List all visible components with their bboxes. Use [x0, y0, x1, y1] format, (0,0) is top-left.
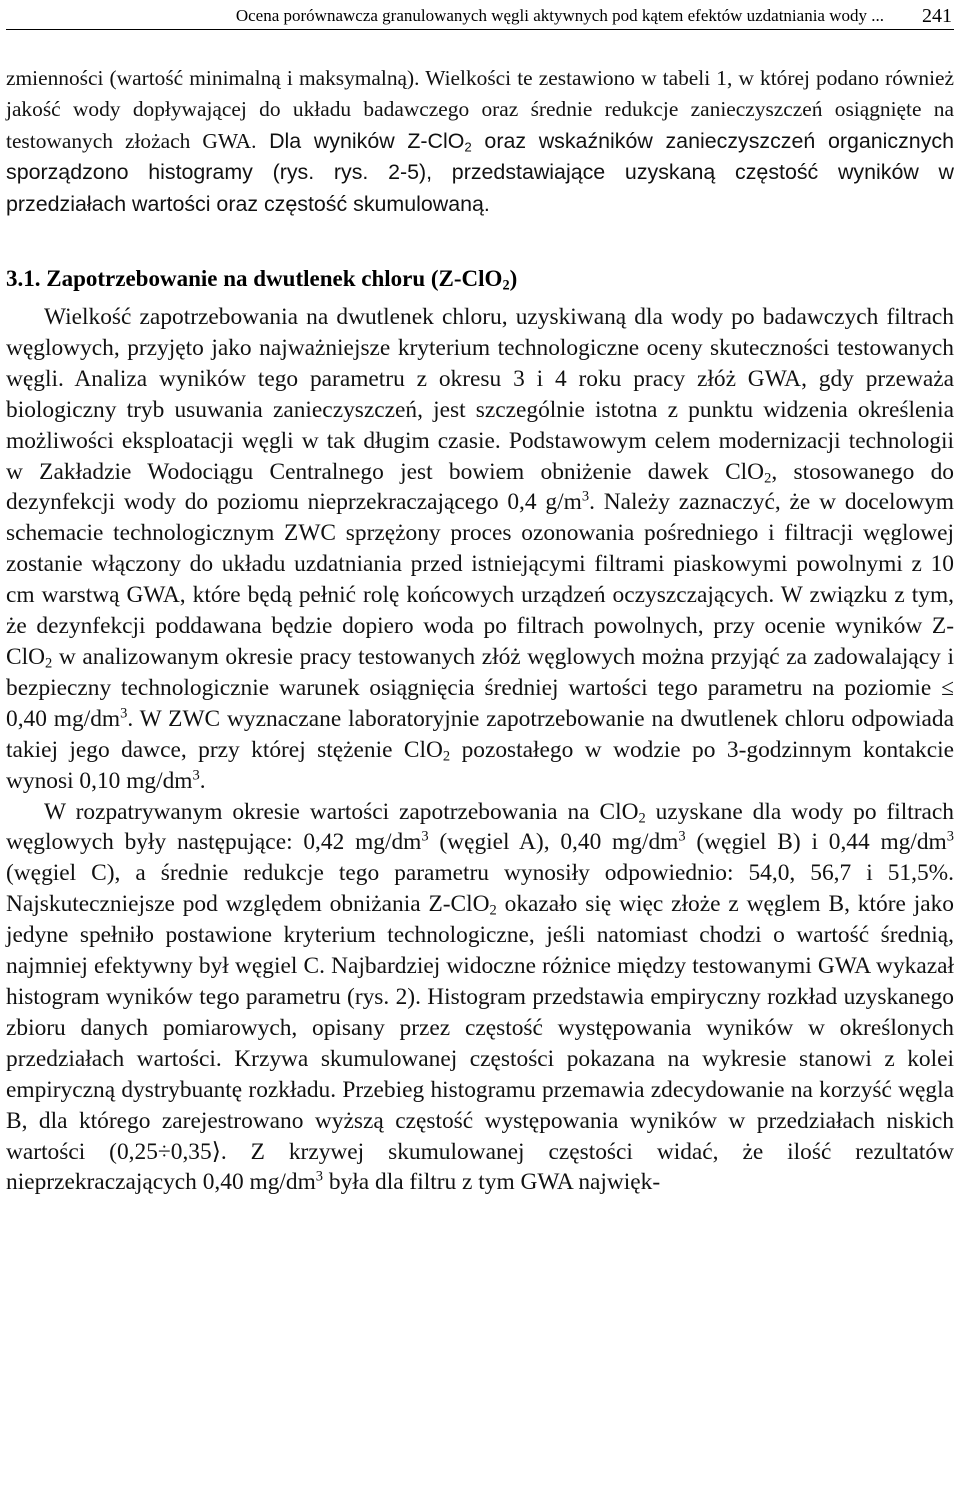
superscript: 3 [678, 828, 686, 845]
text-run: . W ZWC wyznaczane laboratoryjnie zapotrzebowanie na dwutlenek chloru odpowiada takiej jego dawce, przy której stężenie ClO [6, 705, 955, 763]
intro-text-serif: zmienności (wartość minimalną i maksymalną). Wielkości te zestawiono w tabeli 1, w której podano również jakość wody dopływającej do układu badawczego oraz średnie redukcje zanieczyszczeń osiągnięte na testowanych złożach [6, 66, 954, 153]
superscript: 3 [120, 705, 128, 722]
subscript: 2 [464, 139, 472, 155]
text-run: (węgiel A), 0,40 mg/dm [428, 829, 679, 856]
text-run: W rozpatrywanym okresie wartości zapotrzebowania na ClO [44, 798, 639, 825]
superscript: 3 [946, 828, 955, 845]
intro-paragraph [6, 63, 954, 220]
text-run: okazało się więc złoże z węglem B, które jako jedyne spełniło postawione kryterium technologiczne, jeśli natomiast chodzi o wartość średnią, najmniej efektywny był węgiel C. Najbardziej widoczne różnice między testowanymi GWA wykazał histogram wyników tego parametru (rys. 2). Histogram przedstawia empiryczny rozkład uzyskanego zbioru danych pomiarowych, opisany przez częstość występowania wyników w określonych przedziałach wartości. Krzywa skumulowanej częstości pokazana na wykresie stanowi z kolei empiryczną dystrybuantę rozkładu. Przebieg histogramu przemawia zdecydowanie na korzyść węgla B, dla którego zarejestrowano wyższą częstość występowania wyników w przedziałach niskich wartości (0,25 [6, 891, 954, 1165]
text-run: 0,40 mg/dm [6, 705, 121, 732]
text-run: . [199, 767, 206, 794]
text-run: Wielkość zapotrzebowania na dwutlenek chloru, uzyskiwaną dla wody po badawczych filtrach węglowych, przyjęto jako najważniejsze kryterium technologiczne oceny skuteczności testowanych węgli. Analiza wyników tego parametru z okresu 3 i 4 roku pracy złóż GWA, gdy przeważa biologiczny tryb usuwania zanieczyszczeń, jest szczególnie istotna z punktu widzenia określenia możliwości eksploatacji węgli w tak długim czasie. Podstawowym celem modernizacji technologii w Zakładzie Wodociągu Centralnego jest bowiem obniżenie dawek ClO [6, 304, 954, 485]
section-heading-text: 3.1. Zapotrzebowanie na dwutlenek chloru (Z-ClO [6, 266, 503, 292]
text-run: była dla filtru z tym GWA najwięk- [323, 1169, 661, 1196]
subscript: 2 [638, 810, 646, 827]
superscript: 3 [192, 766, 200, 783]
subscript: 2 [489, 902, 497, 919]
intro-gwa: GWA. [202, 128, 257, 153]
text-run: w analizowanym okresie pracy testowanych złóż węglowych można przyjąć za zadowalający i bezpieczny technologicznie warunek osiągnięcia średniej wartości tego parametru na poziomie [6, 644, 954, 701]
subscript: 2 [502, 277, 510, 294]
text-run: uzyskane dla wody po filtrach węglowych były następujące: 0,42 mg/dm [6, 798, 954, 856]
running-header [6, 0, 954, 30]
body-paragraph-2 [6, 797, 954, 1199]
superscript: 3 [581, 488, 590, 505]
text-run: (węgiel C), a średnie redukcje tego parametru wynosiły odpowiednio: 54,0, 56,7 i 51,5%. Najskuteczniejsze pod względem obniżania Z-ClO [6, 860, 954, 918]
division-symbol: ÷ [157, 1138, 171, 1165]
running-title: Ocena porównawcza granulowanych węgli aktywnych pod kątem efektów uzdatniania wody ... [235, 6, 884, 25]
right-angle-bracket: ⟩ [211, 1138, 221, 1165]
subscript: 2 [764, 470, 772, 487]
subscript: 2 [45, 655, 53, 672]
text-run: . Należy zaznaczyć, że w docelowym schemacie technologicznym ZWC sprzężony proces ozonowania pośredniego i filtracji węglowej zostanie włączony do układu uzdatniania przed istniejącymi filtrami piaskowymi powolnymi z 10 cm warstwą GWA, które będą pełnić rolę końcowych urządzeń oczyszczających. W związku z tym, że dezynfekcji poddawana będzie dopiero woda po filtrach powolnych, przy ocenie wyników Z-ClO [6, 489, 954, 670]
text-run: pozostałego w wodzie po 3-godzinnym kontakcie wynosi 0,10 mg/dm [6, 736, 954, 794]
subscript: 2 [442, 748, 451, 765]
intro-text-sans: Dla wyników Z-ClO [256, 128, 465, 153]
text-run: (węgiel B) i 0,44 mg/dm [685, 829, 947, 856]
text-run: . Z krzywej skumulowanej częstości widać, że ilość rezultatów nieprzekraczających 0,40 mg/dm [6, 1138, 954, 1196]
section-heading [6, 264, 954, 294]
superscript: 3 [315, 1168, 324, 1185]
section-heading-close: ) [509, 266, 518, 292]
intro-text-sans-end: oraz wskaźników zanieczyszczeń organicznych sporządzono histogramy (rys. rys. 2-5), przedstawiające uzyskaną częstość wyników w przedziałach wartości oraz częstość skumulowaną. [6, 128, 954, 216]
page-number: 241 [922, 5, 952, 27]
superscript: 3 [421, 828, 429, 845]
body-paragraph-1 [6, 302, 954, 797]
text-run: , stosowanego do dezynfekcji wody do poziomu nieprzekraczającego 0,4 g/m [6, 458, 954, 516]
less-equal-symbol: ≤ [941, 674, 954, 701]
text-run: 0,35 [170, 1138, 212, 1165]
